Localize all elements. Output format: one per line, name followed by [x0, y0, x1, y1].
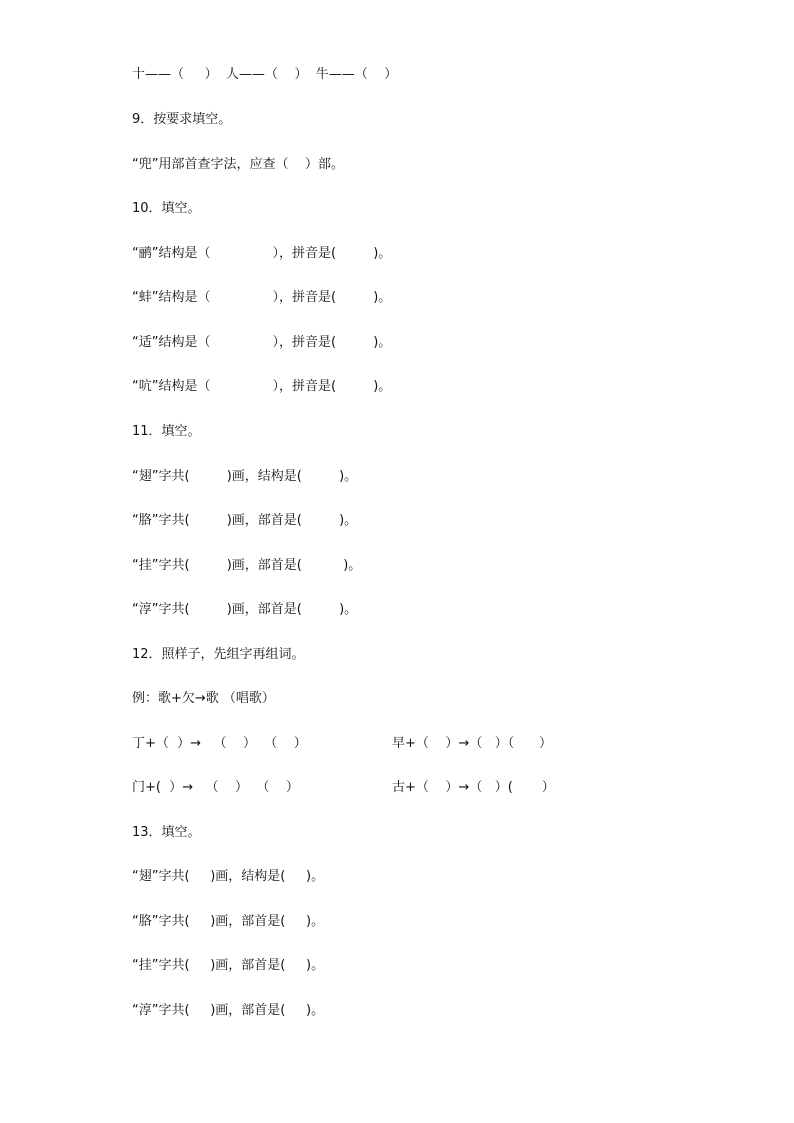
q13-item-chun: “淳”字共( )画，部首是( )。 [132, 1003, 325, 1018]
q10-item-li: “鹂”结构是（ ），拼音是( )。 [132, 246, 392, 261]
q12-item-ding: 丁+（ ）→ （ ） （ ） [132, 736, 307, 751]
q11-heading: 11．填空。 [132, 424, 201, 439]
q9-heading: 9．按要求填空。 [132, 112, 232, 127]
q13-item-gua: “挂”字共( )画，部首是( )。 [132, 958, 325, 973]
q13-item-chi: “翅”字共( )画，结构是( )。 [132, 869, 325, 884]
q12-heading: 12．照样子，先组字再组词。 [132, 647, 305, 662]
q11-item-gua: “挂”字共( )画，部首是( )。 [132, 558, 362, 573]
q13-item-ge: “胳”字共( )画，部首是( )。 [132, 914, 325, 929]
q10-item-hang: “吭”结构是（ ），拼音是( )。 [132, 379, 392, 394]
q8-remainder-line: 十——（ ） 人——（ ） 牛——（ ） [132, 67, 398, 82]
q10-item-bang: “蚌”结构是（ ），拼音是( )。 [132, 290, 392, 305]
q13-heading: 13．填空。 [132, 825, 201, 840]
q10-heading: 10．填空。 [132, 201, 201, 216]
q11-item-chun: “淳”字共( )画，部首是( )。 [132, 602, 358, 617]
q10-item-shi: “适”结构是（ ），拼音是( )。 [132, 335, 392, 350]
q12-item-men: 门+( ）→ （ ） （ ） [132, 780, 299, 795]
q9-item: “兜”用部首查字法，应查（ ）部。 [132, 157, 344, 172]
q11-item-chi: “翅”字共( )画，结构是( )。 [132, 469, 358, 484]
q12-item-gu: 古+（ ）→（ ）( ） [392, 780, 555, 795]
q12-item-zao: 早+（ ）→（ ）（ ） [392, 736, 553, 751]
q11-item-ge: “胳”字共( )画，部首是( )。 [132, 513, 358, 528]
q12-example: 例：歌+欠→歌 （唱歌） [132, 691, 275, 706]
